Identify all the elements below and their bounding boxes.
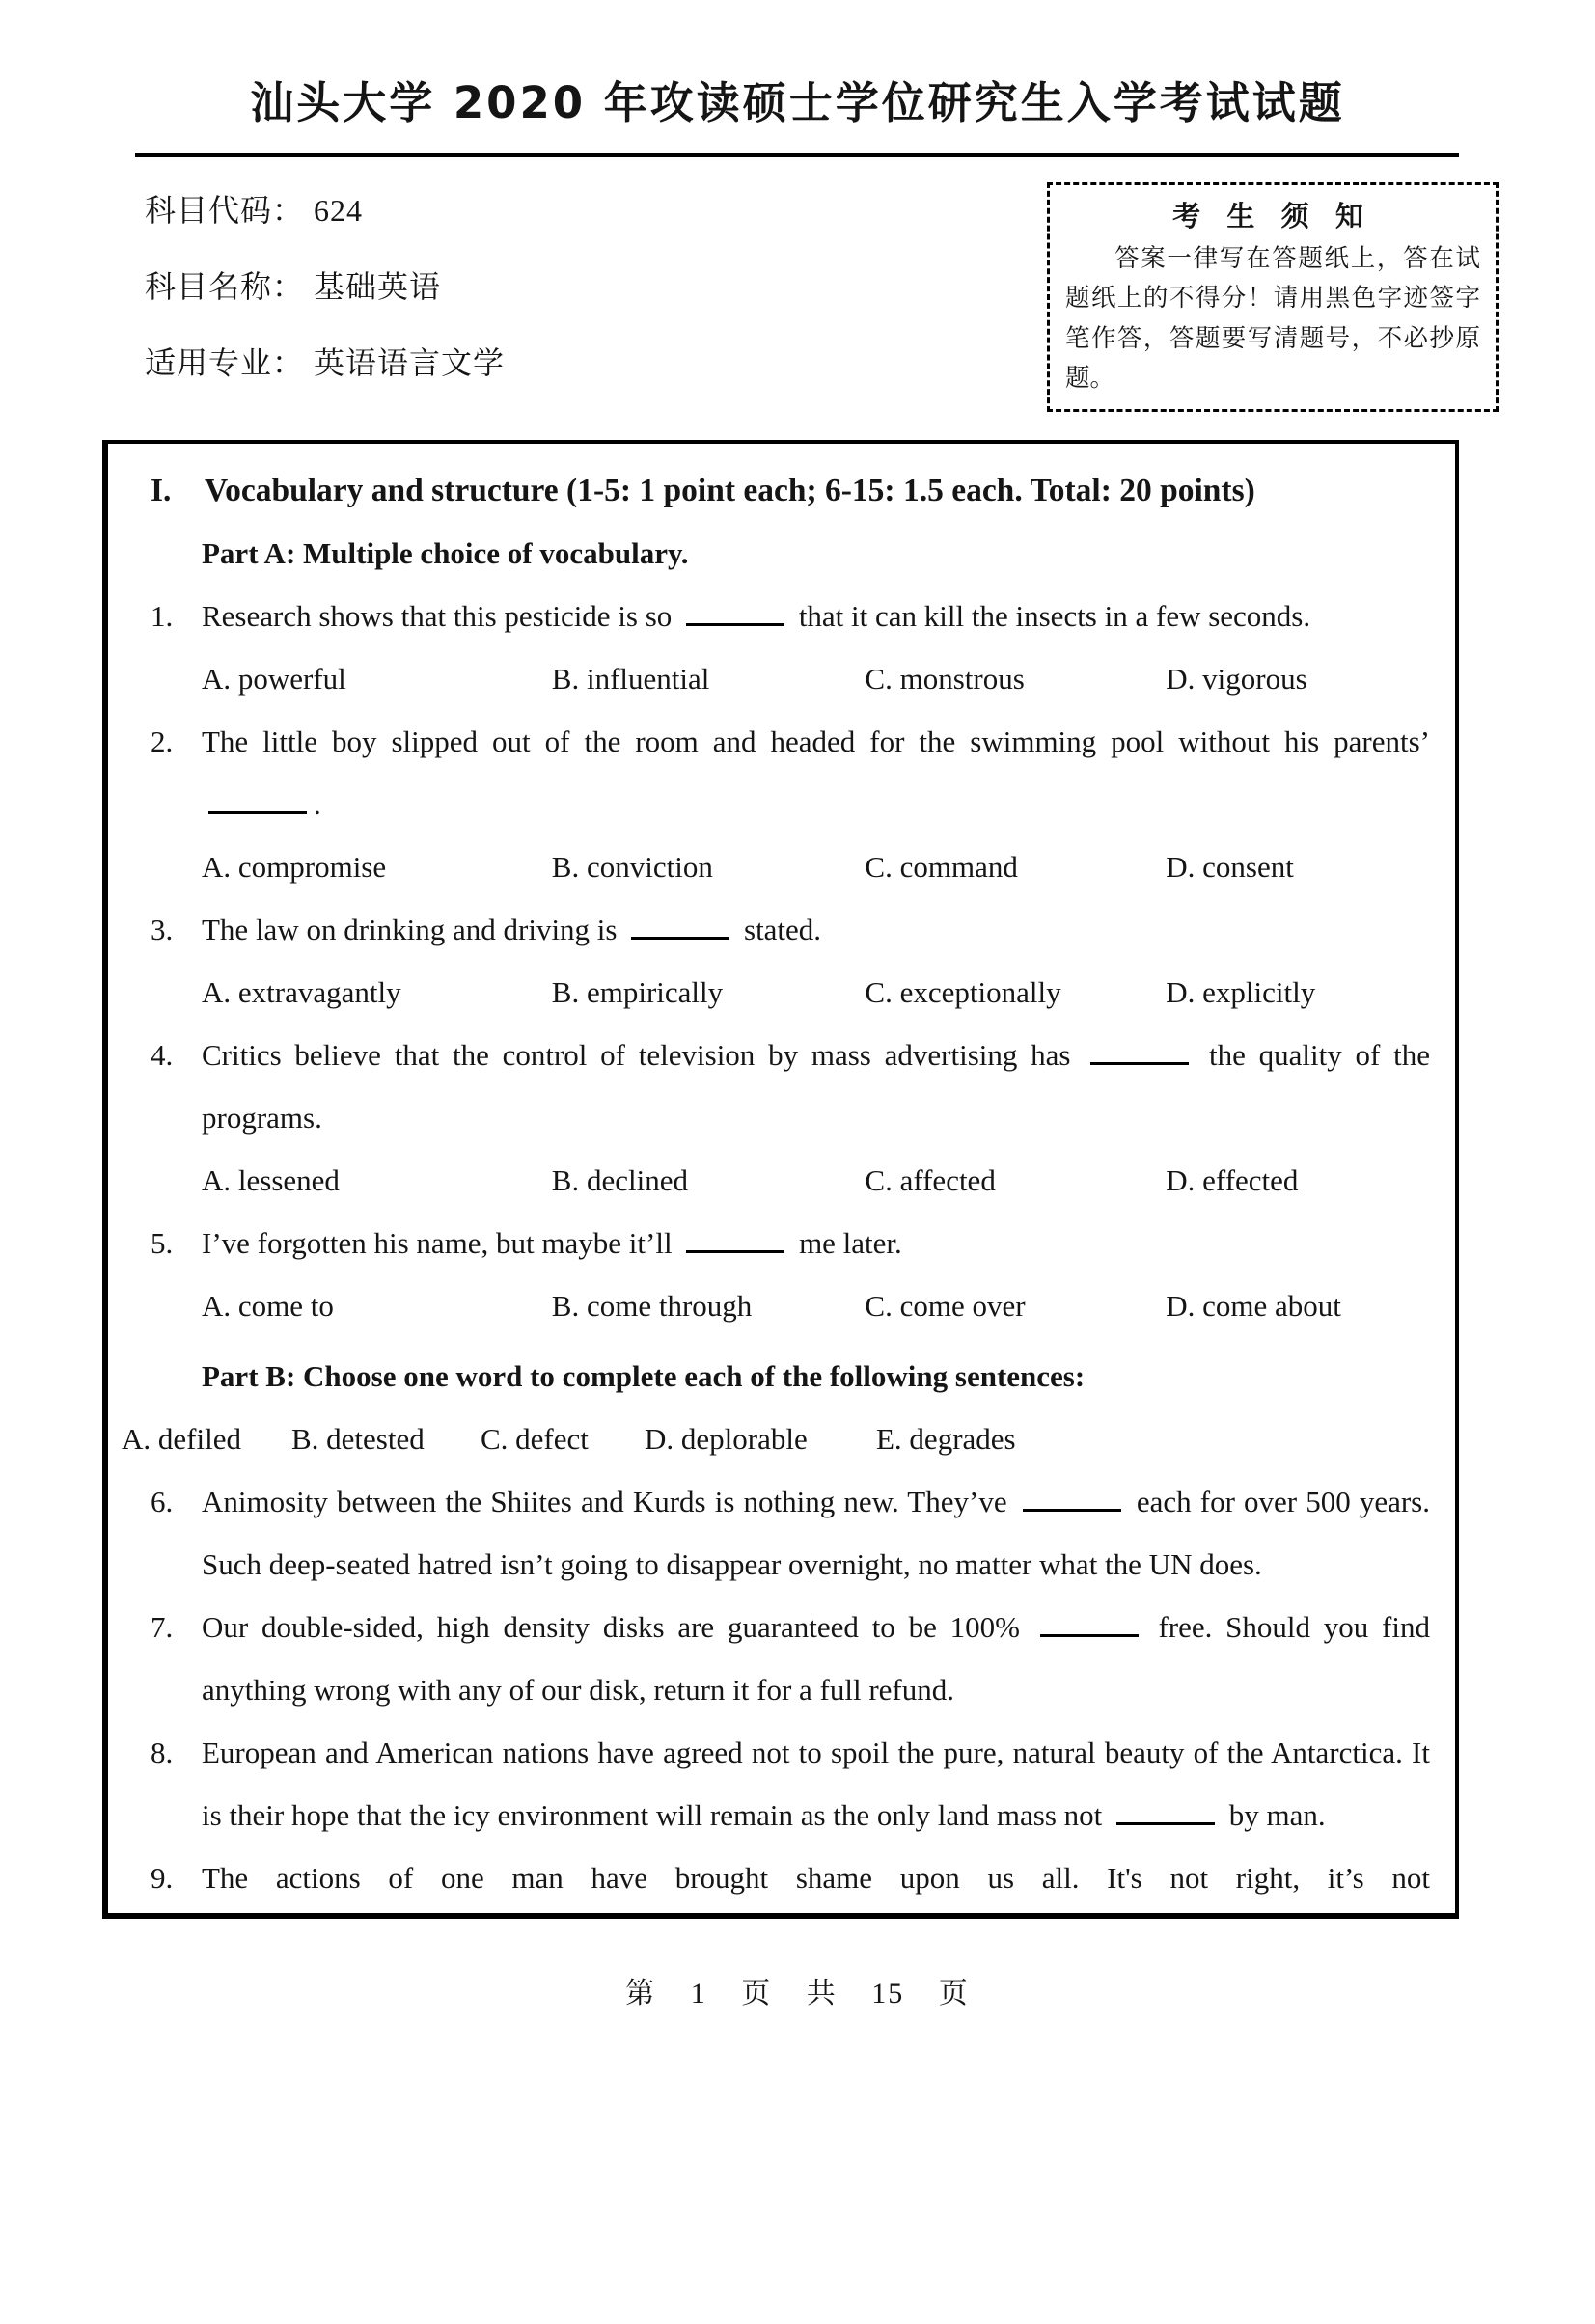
- answer-blank: [208, 784, 307, 814]
- question-number: 6.: [151, 1485, 174, 1518]
- option-a: A. lessened: [202, 1163, 340, 1197]
- options-row: [202, 961, 1430, 1024]
- question-3: [147, 898, 1430, 1024]
- notice-body: 答案一律写在答题纸上，答在试题纸上的不得分！请用黑色字迹签字笔作答，答题要写清题号，不必抄原题。: [1065, 244, 1480, 392]
- info-row-3: [145, 339, 505, 383]
- part-b-questions: [147, 1470, 1430, 1909]
- option-d: D. effected: [1166, 1163, 1299, 1197]
- question-8: [147, 1721, 1430, 1846]
- option-c: C. command: [865, 850, 1018, 884]
- question-text: The law on drinking and driving is stated.: [202, 898, 1430, 961]
- word-bank: [122, 1408, 1430, 1470]
- option-c: C. come over: [865, 1289, 1026, 1323]
- word-bank-item-e: E. degrades: [876, 1422, 1016, 1456]
- question-text: Our double-sided, high density disks are guaranteed to be 100% free. Should you find anything wrong with any of our disk, return it for a full refund.: [202, 1596, 1430, 1721]
- page-title: 汕头大学 2020 年攻读硕士学位研究生入学考试试题: [250, 77, 1345, 128]
- question-text: Research shows that this pesticide is so that it can kill the insects in a few seconds.: [202, 585, 1430, 647]
- section-title: Vocabulary and structure (1-5: 1 point each; 6-15: 1.5 each. Total: 20 points): [205, 473, 1255, 508]
- info-row-2: [145, 262, 505, 307]
- header-row: [145, 182, 1499, 415]
- option-c: C. exceptionally: [865, 975, 1061, 1009]
- question-7: [147, 1596, 1430, 1721]
- option-d: D. vigorous: [1166, 662, 1307, 696]
- option-a: A. compromise: [202, 850, 387, 884]
- option-b: B. empirically: [551, 975, 724, 1009]
- exam-content-box: [102, 440, 1459, 1919]
- question-4: [147, 1024, 1430, 1212]
- question-number: 7.: [151, 1610, 174, 1644]
- part-a-questions: [147, 585, 1430, 1337]
- answer-blank: [1090, 1035, 1189, 1065]
- option-d: D. consent: [1166, 850, 1294, 884]
- question-text: I’ve forgotten his name, but maybe it’ll me later.: [202, 1212, 1430, 1274]
- question-1: [147, 585, 1430, 710]
- section-heading: [151, 459, 1430, 522]
- option-b: B. conviction: [551, 850, 713, 884]
- question-9: [147, 1846, 1430, 1909]
- question-number: 1.: [151, 599, 174, 633]
- info-value: 基础英语: [314, 269, 442, 304]
- question-number: 2.: [151, 725, 174, 758]
- option-a: A. powerful: [202, 662, 346, 696]
- option-d: D. come about: [1166, 1289, 1341, 1323]
- question-number: 9.: [151, 1861, 174, 1895]
- question-5: [147, 1212, 1430, 1337]
- question-number: 8.: [151, 1736, 174, 1769]
- word-bank-item-a: A. defiled: [122, 1422, 241, 1456]
- answer-blank: [686, 596, 784, 626]
- word-bank-item-b: B. detested: [291, 1422, 425, 1456]
- info-label: 科目名称：: [145, 269, 305, 304]
- subject-info-block: [145, 182, 505, 415]
- answer-blank: [1023, 1482, 1121, 1512]
- info-label: 适用专业：: [145, 345, 305, 380]
- question-number: 4.: [151, 1038, 174, 1072]
- info-value: 624: [314, 193, 364, 228]
- word-bank-item-d: D. deplorable: [645, 1422, 808, 1456]
- answer-blank: [631, 910, 729, 940]
- notice-title: 考 生 须 知: [1172, 202, 1373, 232]
- option-a: A. come to: [202, 1289, 334, 1323]
- option-a: A. extravagantly: [202, 975, 401, 1009]
- part-a-heading: Part A: Multiple choice of vocabulary.: [202, 536, 689, 570]
- question-number: 3.: [151, 913, 174, 946]
- info-label: 科目代码：: [145, 193, 305, 228]
- option-b: B. come through: [551, 1289, 753, 1323]
- option-c: C. affected: [865, 1163, 996, 1197]
- page-footer: 第 1 页 共 15 页: [625, 1978, 970, 2010]
- answer-blank: [1116, 1795, 1215, 1825]
- question-number: 5.: [151, 1226, 174, 1260]
- question-text: The little boy slipped out of the room and headed for the swimming pool without his parents’ .: [202, 725, 1430, 821]
- question-6: [147, 1470, 1430, 1596]
- option-b: B. declined: [551, 1163, 688, 1197]
- question-text: Critics believe that the control of television by mass advertising has the quality of the programs.: [202, 1024, 1430, 1149]
- question-text: Animosity between the Shiites and Kurds is nothing new. They’ve each for over 500 years. Such deep-seated hatred isn’t going to disappear overnight, no matter what the UN does.: [202, 1470, 1430, 1596]
- options-row: [202, 1274, 1430, 1337]
- option-d: D. explicitly: [1166, 975, 1316, 1009]
- options-row: [202, 1149, 1430, 1212]
- option-b: B. influential: [551, 662, 710, 696]
- options-row: [202, 647, 1430, 710]
- part-b-heading: Part B: Choose one word to complete each of the following sentences:: [202, 1359, 1086, 1393]
- title-divider: [135, 153, 1459, 157]
- info-value: 英语语言文学: [314, 345, 506, 380]
- options-row: [202, 835, 1430, 898]
- question-text: European and American nations have agreed not to spoil the pure, natural beauty of the Antarctica. It is their hope that the icy environment will remain as the only land mass not by man.: [202, 1736, 1430, 1832]
- word-bank-item-c: C. defect: [481, 1422, 589, 1456]
- section-number: I.: [151, 473, 172, 508]
- option-c: C. monstrous: [865, 662, 1025, 696]
- answer-blank: [1040, 1607, 1139, 1637]
- candidate-notice-box: [1047, 182, 1499, 412]
- info-row-1: [145, 186, 505, 231]
- question-2: [147, 710, 1430, 898]
- answer-blank: [686, 1223, 784, 1253]
- question-text: The actions of one man have brought shame upon us all. It's not right, it’s not: [202, 1861, 1430, 1895]
